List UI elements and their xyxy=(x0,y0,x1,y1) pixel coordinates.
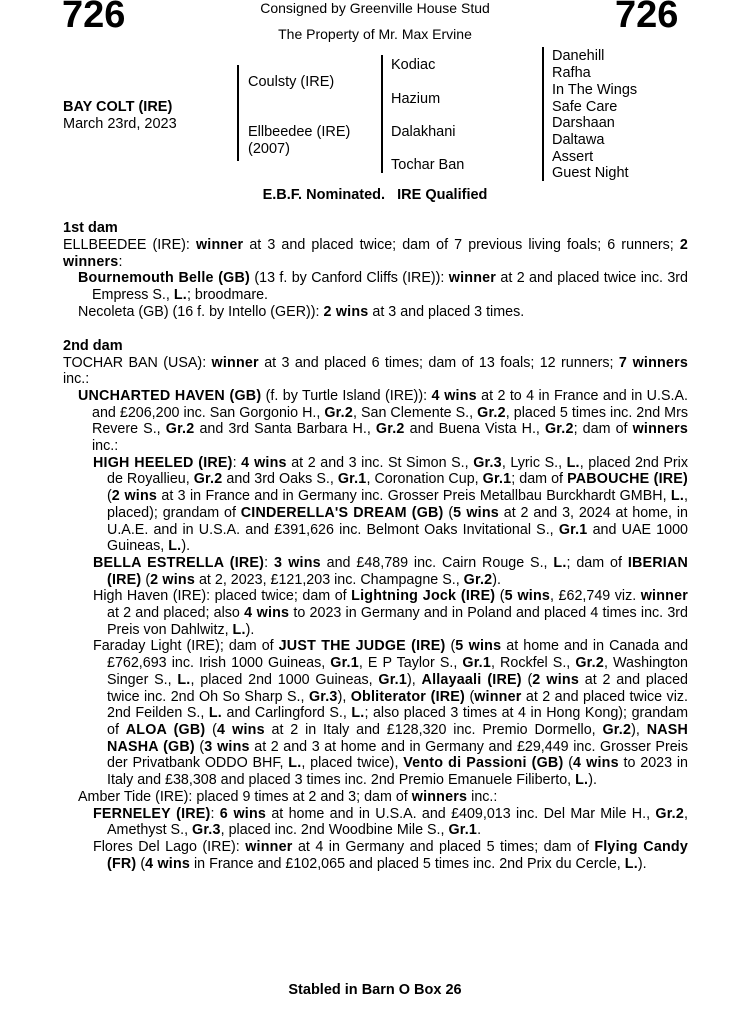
pedigree-gen3-2: Rafha xyxy=(552,65,591,81)
pedigree-gen3-4: Safe Care xyxy=(552,99,618,115)
pedigree-gen2-4: Tochar Ban xyxy=(391,157,465,173)
lot-number-left: 726 xyxy=(62,0,126,36)
first-dam-entry: ELLBEEDEE (IRE): winner at 3 and placed twice; dam of 7 previous living foals; 6 runners; 2 winners: xyxy=(63,237,689,270)
pedigree-gen3-3: In The Wings xyxy=(552,82,638,98)
produce-uncharted-haven: UNCHARTED HAVEN (GB) (f. by Turtle Island (IRE)): 4 wins at 2 to 4 in France and in U.S.A. and £206,200 inc. San Gorgonio H., Gr.2, San Clemente S., Gr.2, placed 5 times inc. 2nd Mrs Revere S., Gr.2 and 3rd Santa Barbara H., Gr.2 and Buena Vista H., Gr.2; dam of winners inc.: xyxy=(78,387,689,455)
pedigree-gen3-5: Darshaan xyxy=(552,115,615,131)
produce-flores-del-lago: Flores Del Lago (IRE): winner at 4 in Germany and placed 5 times; dam of Flying Candy (FR) (4 wins in France and £102,065 and placed 5 times inc. 2nd Prix du Cercle, L.). xyxy=(93,838,688,872)
second-dam-entry: TOCHAR BAN (USA): winner at 3 and placed 6 times; dam of 13 foals; 12 runners; 7 winners inc.: xyxy=(63,354,688,388)
pedigree-gen2-3: Dalakhani xyxy=(391,124,456,140)
pedigree-gen3-7: Assert xyxy=(552,149,594,165)
produce-amber-tide: Amber Tide (IRE): placed 9 times at 2 and 3; dam of winners inc.: xyxy=(78,788,498,805)
pedigree-gen3-6: Daltawa xyxy=(552,132,605,148)
produce-ferneley: FERNELEY (IRE): 6 wins at home and in U.S.A. and £409,013 inc. Del Mar Mile H., Gr.2, Amethyst S., Gr.3, placed inc. 2nd Woodbine Mile S., Gr.1. xyxy=(93,805,688,839)
pedigree-bracket-1 xyxy=(237,65,239,161)
first-dam-produce-1: Bournemouth Belle (GB) (13 f. by Canford Cliffs (IRE)): winner at 2 and placed twice inc. 3rd Empress S., L.; broodmare. xyxy=(78,270,688,304)
lot-number-right: 726 xyxy=(615,0,679,36)
produce-bella-estrella: BELLA ESTRELLA (IRE): 3 wins and £48,789 inc. Cairn Rouge S., L.; dam of IBERIAN (IRE) (2 wins at 2, 2023, £121,203 inc. Champagne S., Gr.2). xyxy=(93,554,688,588)
nomination-status: E.B.F. Nominated. IRE Qualified xyxy=(262,187,488,203)
pedigree-dam: Ellbeedee (IRE) xyxy=(248,124,351,140)
property-of: The Property of Mr. Max Ervine xyxy=(278,26,472,42)
produce-high-haven: High Haven (IRE): placed twice; dam of Lightning Jock (IRE) (5 wins, £62,749 viz. winner at 2 and placed; also 4 wins to 2023 in Germany and in Poland and placed 4 times inc. 3rd Preis von Dahlwitz, L.). xyxy=(93,588,689,638)
produce-high-heeled: HIGH HEELED (IRE): 4 wins at 2 and 3 inc. St Simon S., Gr.3, Lyric S., L., placed 2nd Prix de Royallieu, Gr.2 and 3rd Oaks S., Gr.1, Coronation Cup, Gr.1; dam of PABOUCHE (IRE) (2 wins at 3 in France and in Germany inc. Grosser Preis Metallbau Burckhardt GMBH, L., placed); grandam of CINDERELLA'S DREAM (GB) (5 wins at 2 and 3, 2024 at home, in U.A.E. and in U.S.A. and £391,626 inc. Belmont Oaks Invitational S., Gr.1 and UAE 1000 Guineas, L.). xyxy=(93,454,689,555)
pedigree-sire: Coulsty (IRE) xyxy=(248,74,335,90)
produce-faraday-light: Faraday Light (IRE); dam of JUST THE JUDGE (IRE) (5 wins at home and in Canada and £762,693 inc. Irish 1000 Guineas, Gr.1, E P Taylor S., Gr.1, Rockfel S., Gr.2, Washington Singer S., L., placed 2nd 1000 Guineas, Gr.1), Allayaali (IRE) (2 wins at 2 and placed twice inc. 2nd Oh So Sharp S., Gr.3), Obliterator (IRE) (winner at 2 and placed twice viz. 2nd Feilden S., L. and Carlingford S., L.; also placed 3 times at 4 in Hong Kong); grandam of ALOA (GB) (4 wins at 2 in Italy and £128,320 inc. Premio Dormello, Gr.2), NASH NASHA (GB) (3 wins at 2 and 3 at home and in Germany and £29,449 inc. Grosser Preis der Privatbank ODDO BHF, L., placed twice), Vento di Passioni (GB) (4 wins to 2023 in Italy and £38,308 and placed 3 times inc. 2nd Premio Emanuele Filiberto, L.). xyxy=(93,638,689,789)
pedigree-gen3-1: Danehill xyxy=(552,48,605,64)
pedigree-bracket-3 xyxy=(542,47,544,181)
pedigree-gen3-8: Guest Night xyxy=(552,165,629,181)
pedigree-gen2-1: Kodiac xyxy=(391,57,436,73)
first-dam-heading: 1st dam xyxy=(63,220,118,236)
pedigree-gen2-2: Hazium xyxy=(391,91,441,107)
first-dam-produce-2: Necoleta (GB) (16 f. by Intello (GER)): 2 wins at 3 and placed 3 times. xyxy=(78,303,525,320)
stabling-location: Stabled in Barn O Box 26 xyxy=(288,982,462,998)
catalogue-body xyxy=(63,220,688,872)
pedigree-dam-year: (2007) xyxy=(248,141,290,157)
sex-and-breed: BAY COLT (IRE) xyxy=(63,99,173,115)
pedigree-bracket-2 xyxy=(381,55,383,173)
foaling-date: March 23rd, 2023 xyxy=(63,116,177,132)
consignor: Consigned by Greenville House Stud xyxy=(260,0,490,16)
second-dam-heading: 2nd dam xyxy=(63,337,123,354)
